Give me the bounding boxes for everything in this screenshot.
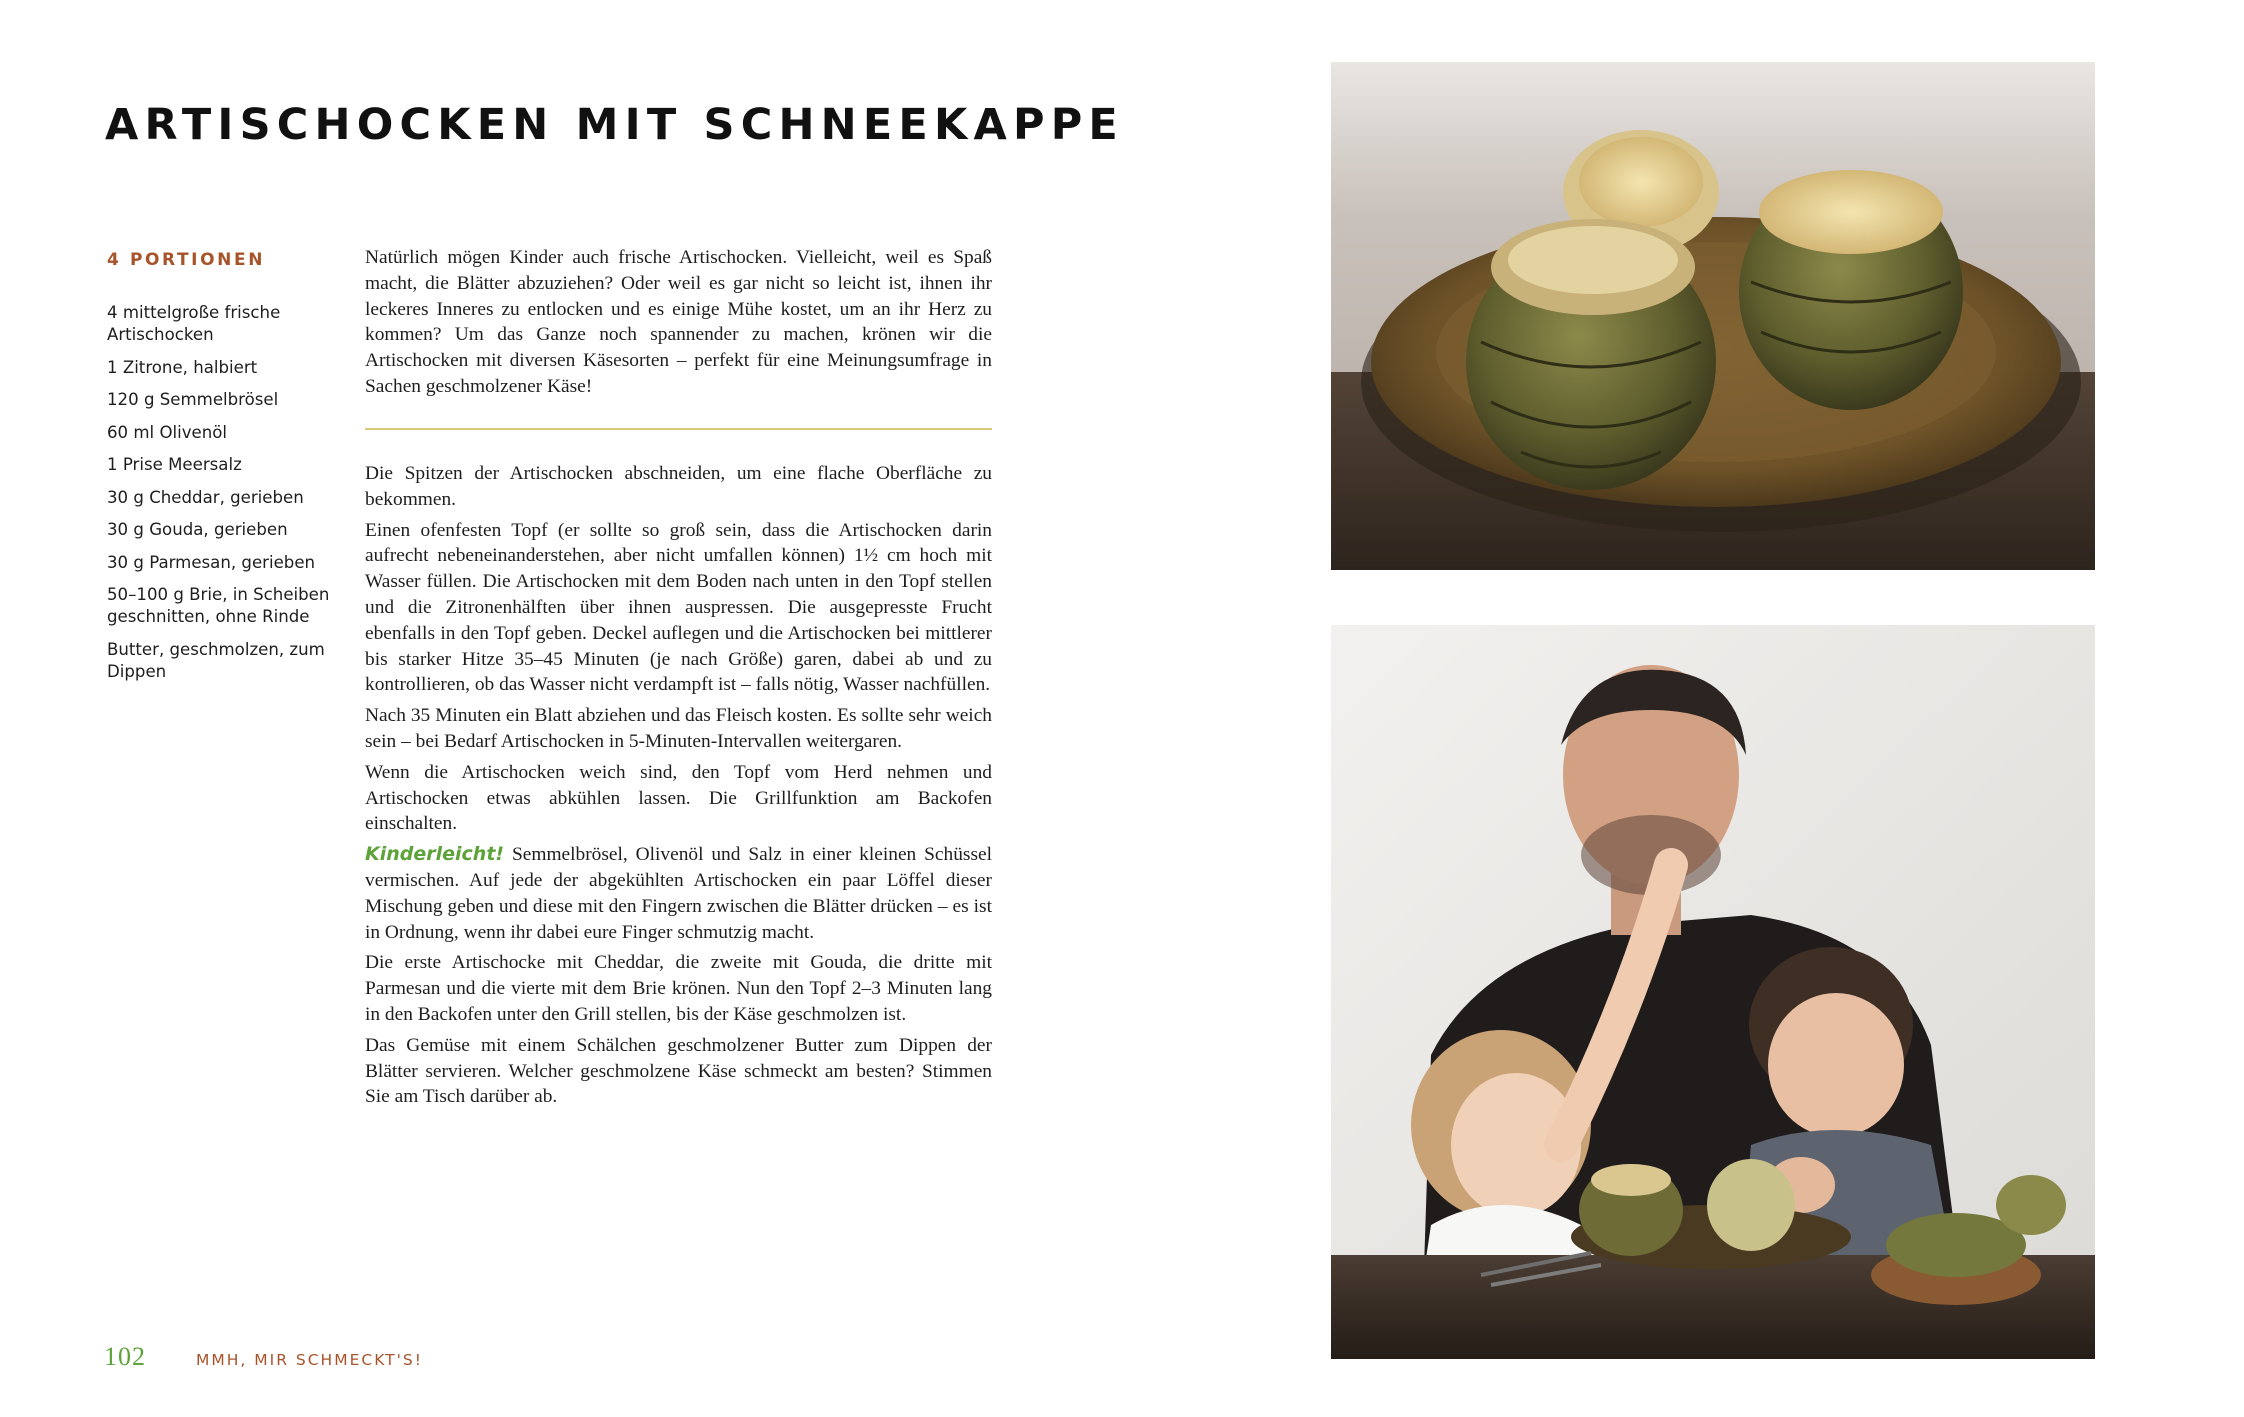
intro-text (365, 245, 992, 405)
page-number: 102 (104, 1342, 146, 1371)
method-step: Einen ofenfesten Topf (er sollte so groß sein, dass die Artischocken darin aufrecht nebeneinanderstehen, aber nicht umfallen können) 1½ cm hoch mit Wasser füllen. Die Artischocken mit dem Boden nach unten in den Topf stellen und die Zitronenhälften über ihnen auspressen. Die ausgepresste Frucht ebenfalls in den Topf geben. Deckel auflegen und die Artischocken bei mittlerer bis starker Hitze 35–45 Minuten (je nach Größe) garen, dabei ab und zu kontrollieren, ob das Wasser nicht verdampft ist – falls nötig, Wasser nachfüllen. (365, 519, 992, 696)
section-divider (365, 428, 992, 430)
family-photo (1331, 625, 2095, 1359)
method-step: Die Spitzen der Artischocken abschneiden, um eine flache Oberfläche zu bekommen. (365, 463, 992, 510)
method-step: Wenn die Artischocken weich sind, den Topf vom Herd nehmen und Artischocken etwas abkühlen lassen. Die Grillfunktion am Backofen einschalten. (365, 761, 992, 835)
ingredient-item: 4 mittelgroße frische Artischocken (107, 303, 281, 344)
artichoke-plate-photo (1331, 62, 2095, 570)
ingredient-item: 50–100 g Brie, in Scheiben geschnitten, ohne Rinde (107, 585, 330, 626)
recipe-title: ARTISCHOCKEN MIT SCHNEEKAPPE (105, 100, 1125, 150)
servings-label: 4 PORTIONEN (107, 250, 266, 270)
intro-paragraph: Natürlich mögen Kinder auch frische Artischocken. Vielleicht, weil es Spaß macht, die Blätter abzuziehen? Oder weil es gar nicht so leicht ist, ihnen ihr leckeres Inneres zu entlocken und es einige Mühe kostet, um an ihr Herz zu kommen? Um das Ganze noch spannender zu machen, krönen wir die Artischocken mit diversen Käsesorten – perfekt für eine Meinungsumfrage in Sachen geschmolzener Käse! (365, 247, 992, 397)
ingredient-item: 120 g Semmelbrösel (107, 390, 279, 409)
kinderleicht-text: Semmelbrösel, Olivenöl und Salz in einer kleinen Schüssel vermischen. Auf jede der abgekühlten Artischocken ein paar Löffel dieser Mischung geben und diese mit den Fingern zwischen die Blätter drücken – es ist in Ordnung, wenn ihr dabei eure Finger schmutzig macht. (365, 844, 992, 943)
ingredient-item: 1 Prise Meersalz (107, 455, 242, 474)
family-eating-illustration (1331, 625, 2095, 1359)
method-step: Nach 35 Minuten ein Blatt abziehen und das Fleisch kosten. Es sollte sehr weich sein – bei Bedarf Artischocken in 5-Minuten-Intervallen weitergaren. (365, 705, 992, 752)
ingredient-item: 30 g Gouda, gerieben (107, 520, 288, 539)
kinderleicht-label: Kinderleicht! (365, 843, 505, 866)
method-text (365, 461, 992, 1115)
ingredient-item: 30 g Cheddar, gerieben (107, 487, 304, 507)
running-title: MMH, MIR SCHMECKT'S! (196, 1351, 423, 1369)
artichoke-plate-illustration (1331, 62, 2095, 570)
method-step-kinder (365, 842, 992, 945)
method-step: Die erste Artischocke mit Cheddar, die zweite mit Gouda, die dritte mit Parmesan und die vierte mit dem Brie krönen. Nun den Topf 2–3 Minuten lang in den Backofen unter den Grill stellen, bis der Käse geschmolzen ist. (365, 952, 992, 1025)
ingredient-item: 1 Zitrone, halbiert (107, 357, 258, 377)
ingredient-list (107, 302, 335, 693)
ingredient-item: 60 ml Olivenöl (107, 422, 228, 442)
ingredient-item: 30 g Parmesan, gerieben (107, 552, 316, 572)
method-step: Das Gemüse mit einem Schälchen geschmolzener Butter zum Dippen der Blätter servieren. Welcher geschmolzene Käse schmeckt am besten? Stimmen Sie am Tisch darüber ab. (365, 1034, 992, 1108)
ingredient-item: Butter, geschmolzen, zum Dippen (107, 639, 325, 681)
